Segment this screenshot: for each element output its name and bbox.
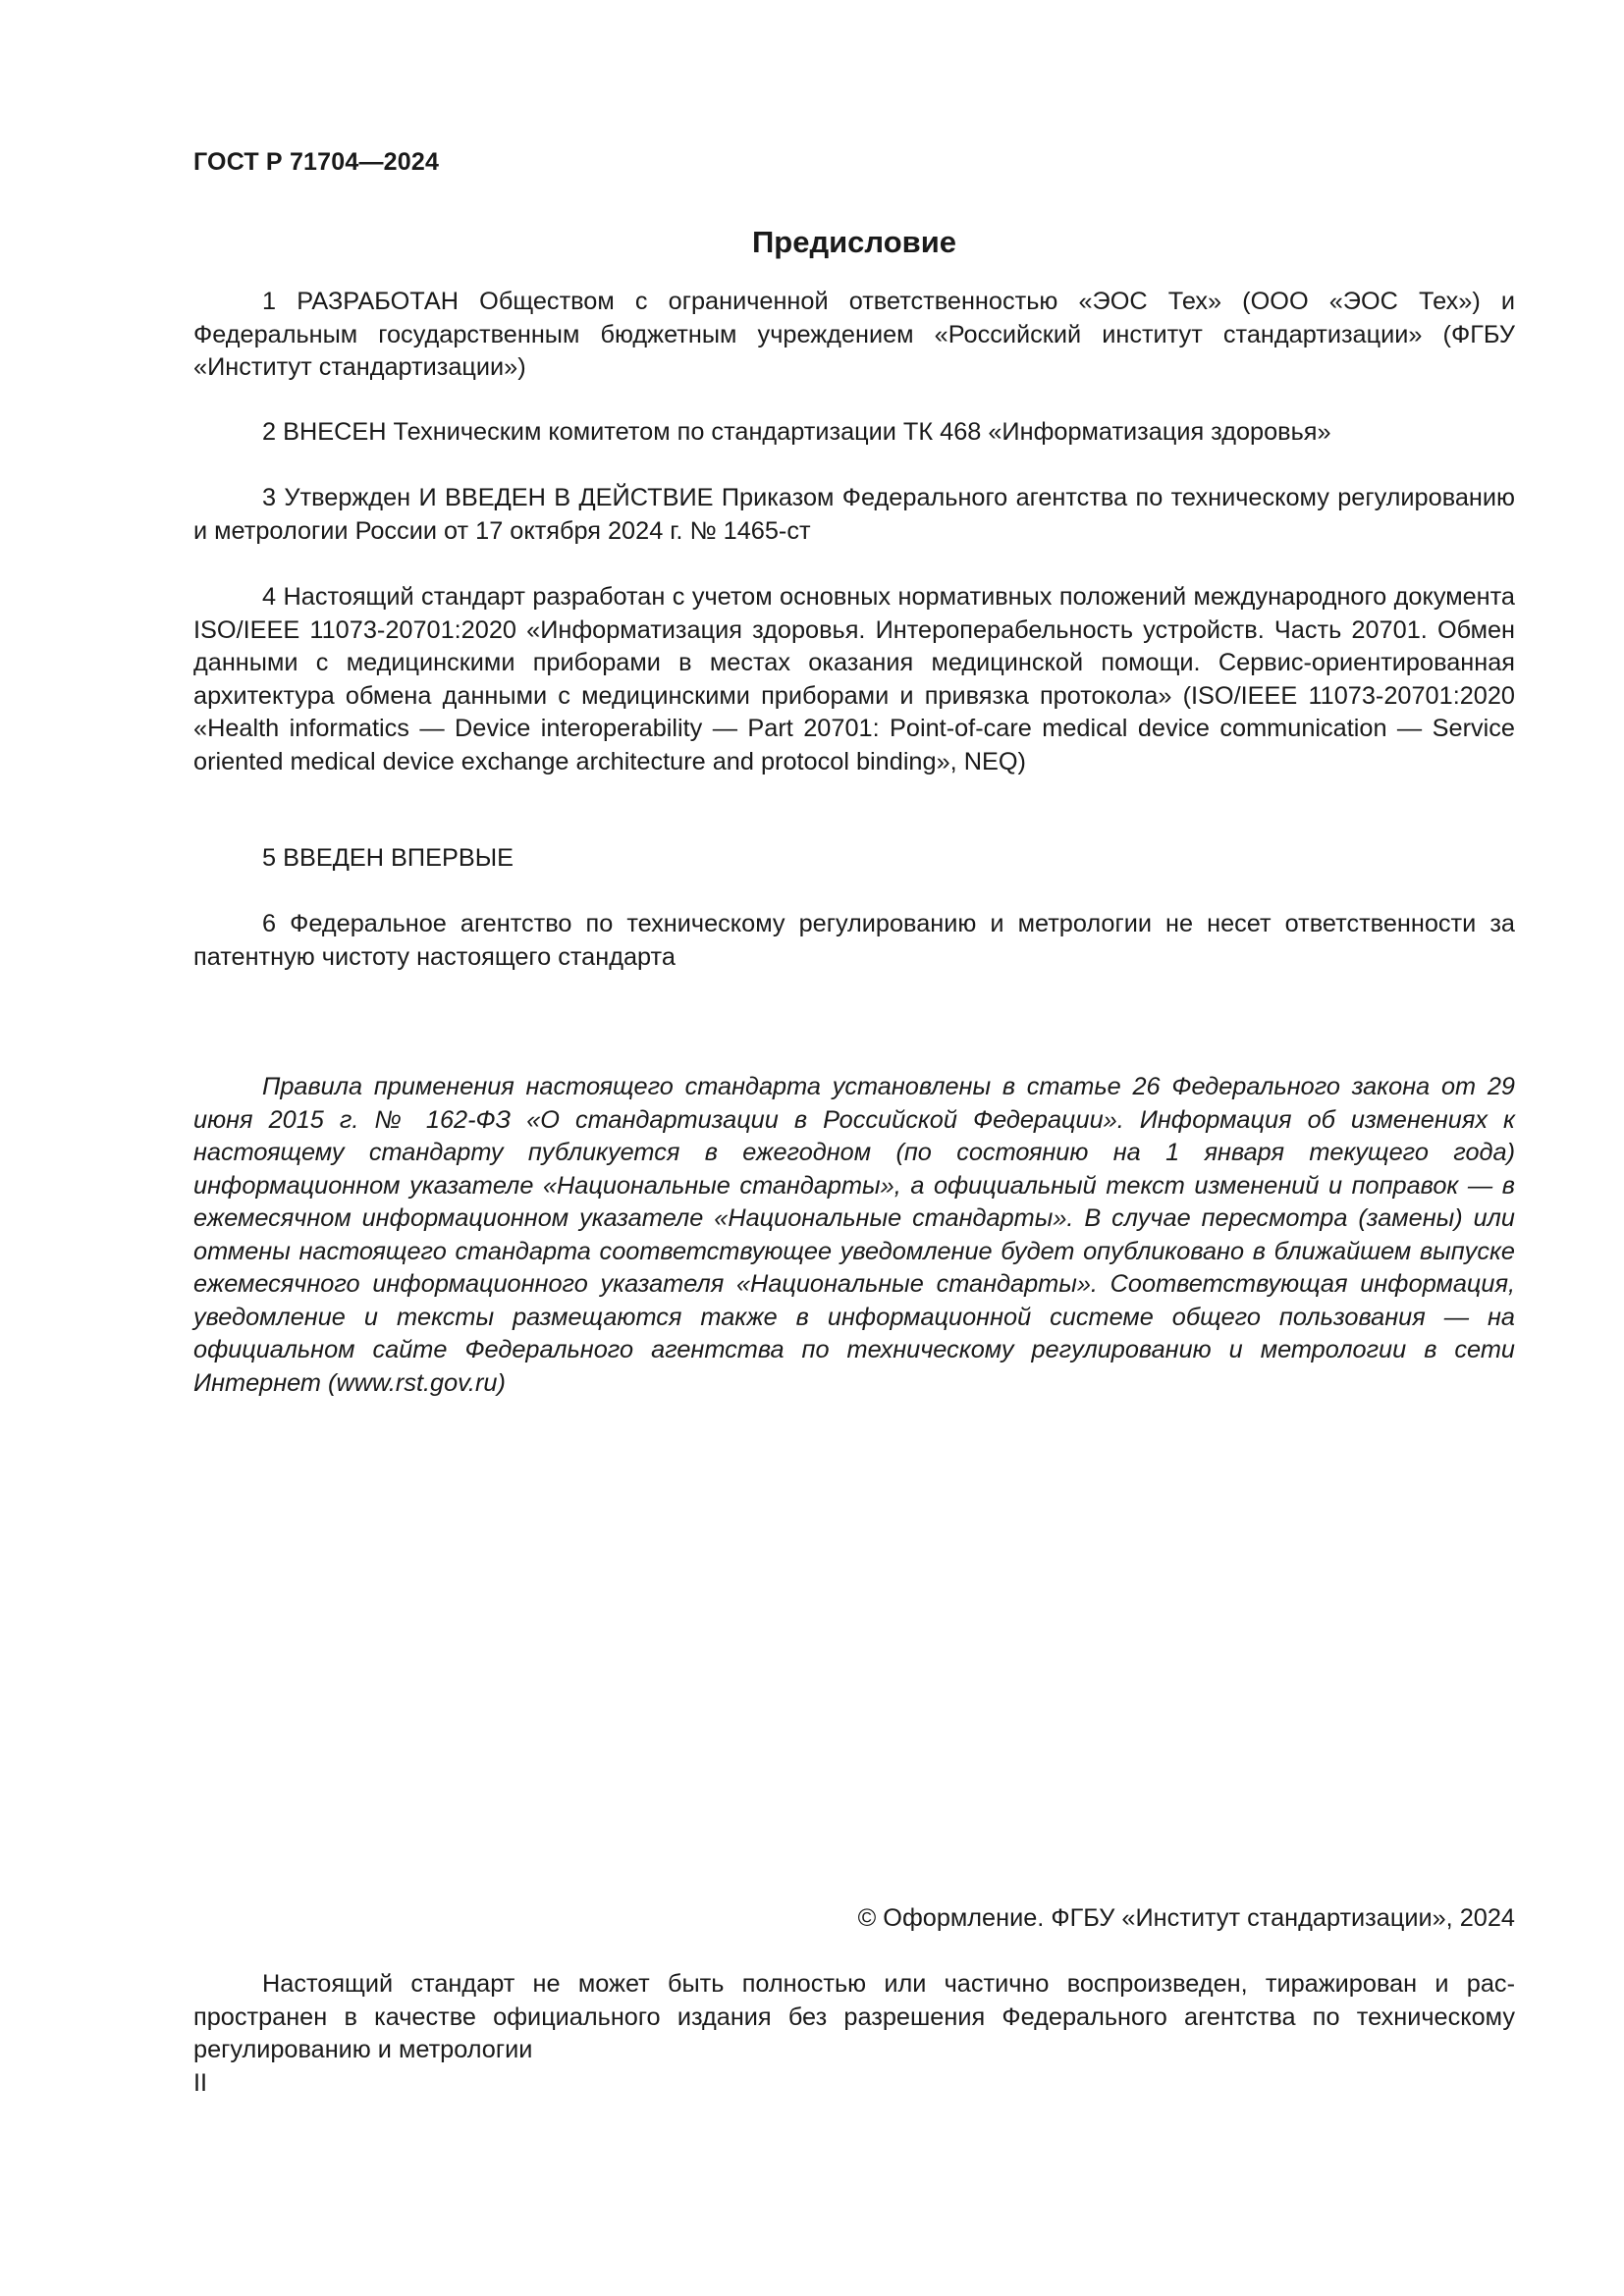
reproduction-notice: Настоящий стандарт не может быть полностью или частично воспроизведен, тиражирован и распространен в качестве официального издания без разрешения Федерального агентства по техническому регулированию и метрологии <box>193 1970 1515 2063</box>
foreword-item-4: 4 Настоящий стандарт разработан с учетом основных нормативных положений международного документа ISO/IEEE 11073-20701:2020 «Информатизация здоровья. Интероперабельность устройств. Часть 20701. Обмен данными с медицинскими приборами в местах оказания медицинской помощи. Сервис-ориентированная архитектура обмена данными с медицинскими приборами и привязка протокола» (ISO/IEEE 11073-20701:2020 «Health informatics — Device interoperability — Part 20701: Point-of-care medical device communication — Service oriented medical device exchange architecture and protocol binding», NEQ) <box>193 583 1515 775</box>
rules-notice: Правила применения настоящего стандарта установлены в статье 26 Федерального закона от 29 июня 2015 г. № 162-ФЗ «О стандартизации в Российской Федерации». Информация об изменениях к настоящему стандарту публикуется в ежегодном (по состоянию на 1 января текущего года) информационном указателе «Национальные стандарты», а официальный текст изменений и поправок — в ежемесячном информационном указателе «Национальные стандарты». В случае пересмотра (замены) или отмены настоящего стандарта соответствующее уведомление будет опубликовано в ближайшем выпуске ежемесячного информационного указателя «Национальные стандарты». Соответствующая информация, уведомление и тексты размещаются также в информационной системе общего пользования — на официальном сайте Федерального агентства по техническому регулированию и метрологии в сети Интернет (www.rst.gov.ru) <box>193 1073 1515 1397</box>
foreword-item-5: 5 ВВЕДЕН ВПЕРВЫЕ <box>262 844 514 872</box>
copyright-line: © Оформление. ФГБУ «Институт стандартизации», 2024 <box>857 1904 1515 1932</box>
page-number: II <box>193 2069 208 2097</box>
foreword-item-6: 6 Федеральное агентство по техническому регулированию и метрологии не несет ответственности за патентную чистоту настоящего стандарта <box>193 910 1515 971</box>
foreword-title: Предисловие <box>751 225 956 259</box>
foreword-item-3: 3 Утвержден И ВВЕДЕН В ДЕЙСТВИЕ Приказом Федерального агентства по техническому регулированию и метрологии России от 17 октября 2024 г. № 1465-ст <box>193 484 1515 545</box>
foreword-item-1: 1 РАЗРАБОТАН Обществом с ограниченной ответственностью «ЭОС Тех» (ООО «ЭОС Тех») и Федеральным государственным бюджетным учреждением «Российский институт стандартизации» (ФГБУ «Институт стандартизации») <box>193 288 1515 381</box>
foreword-item-2: 2 ВНЕСЕН Техническим комитетом по стандартизации ТК 468 «Информатизация здоровья» <box>262 418 1331 446</box>
document-code: ГОСТ Р 71704—2024 <box>193 148 440 176</box>
